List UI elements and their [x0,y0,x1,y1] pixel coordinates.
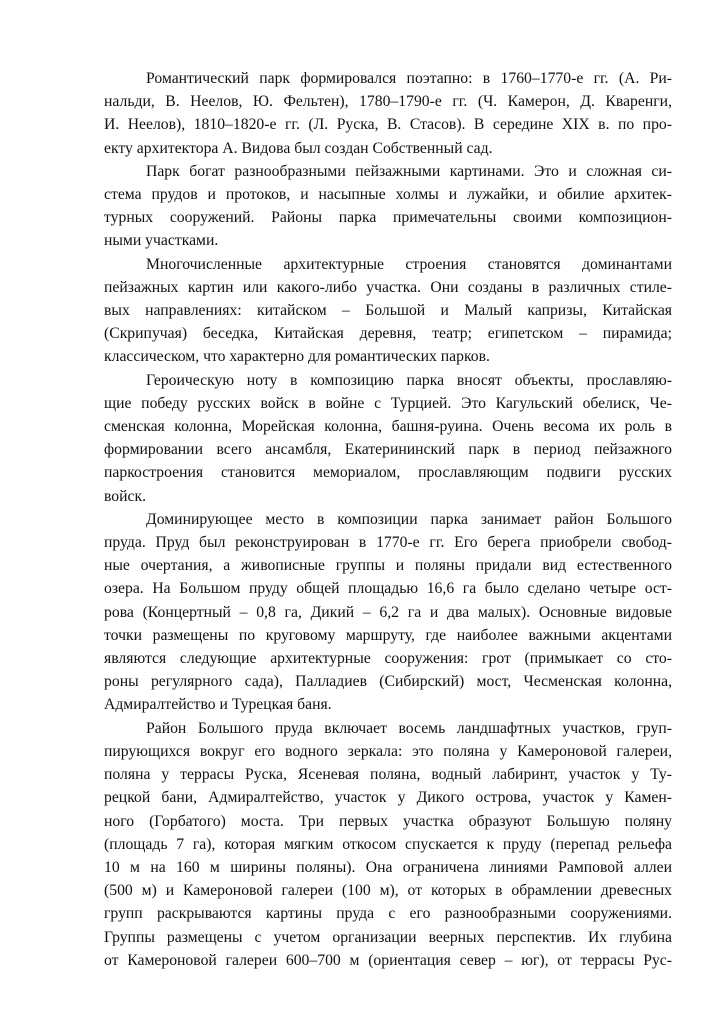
text-line: пруда. Пруд был реконструирован в 1770-е гг. Его берега приобрели свобод- [104,534,672,552]
paragraph [104,717,672,972]
text-line: озера. На Большом пруду общей площадью 16,6 га было сделано четыре ост- [104,580,672,598]
text-line: Героическую ноту в композицию парка вносят объекты, прославляю- [146,371,672,389]
text-line: Группы размещены с учетом организации веерных перспектив. Их глубина [104,928,672,946]
text-line: ного (Горбатого) моста. Три первых участка образуют Большую поляну [104,812,672,830]
paragraph [104,160,672,253]
text-line: классическом, что характерно для романтических парков. [104,348,490,366]
paragraph [104,253,672,369]
text-line: сменская колонна, Морейская колонна, башня-руина. Очень весома их роль в [104,418,672,436]
paragraph [104,67,672,160]
text-line: поляна у террасы Руска, Ясеневая поляна, водный лабиринт, участок у Ту- [104,766,672,784]
text-line: рецкой бани, Адмиралтейство, участок у Дикого острова, участок у Камен- [104,789,672,807]
text-line: рова (Концертный – 0,8 га, Дикий – 6,2 га и два малых). Основные видовые [104,603,672,621]
text-line: Парк богат разнообразными пейзажными картинами. Это и сложная си- [146,162,672,180]
text-line: (500 м) и Камероновой галереи (100 м), от которых в обрамлении древесных [104,882,672,900]
text-line: нальди, В. Неелов, Ю. Фельтен), 1780–1790-е гг. (Ч. Камерон, Д. Кваренги, [104,93,672,111]
paragraph [104,508,672,717]
text-line: войск. [104,487,147,505]
text-line: пирующихся вокруг его водного зеркала: это поляна у Камероновой галереи, [104,742,672,760]
text-line: ными участками. [104,232,219,250]
text-line: Доминирующее место в композиции парка занимает район Большого [146,510,672,528]
text-line: пейзажных картин или какого-либо участка. Они созданы в различных стиле- [104,278,672,296]
text-line: Адмиралтейство и Турецкая баня. [104,696,332,714]
text-line: вых направлениях: китайском – Большой и Малый капризы, Китайская [104,302,672,320]
text-line: являются следующие архитектурные сооружения: грот (примыкает со сто- [104,650,672,668]
text-line: точки размещены по круговому маршруту, где наиболее важными акцентами [104,626,672,644]
text-line: екту архитектора А. Видова был создан Собственный сад. [104,139,493,157]
text-line: Многочисленные архитектурные строения становятся доминантами [146,255,672,273]
text-line: групп раскрываются картины пруда с его разнообразными сооружениями. [104,905,672,923]
text-line: ные очертания, а живописные группы и поляны придали вид естественного [104,557,672,575]
text-line: роны регулярного сада), Палладиев (Сибирский) мост, Чесменская колонна, [104,673,672,691]
document-page [104,67,672,972]
text-line: Район Большого пруда включает восемь ландшафтных участков, груп- [146,719,672,737]
text-line: турных сооружений. Районы парка примечательны своими композицион- [104,209,672,227]
text-line: (площадь 7 га), которая мягким откосом спускается к пруду (перепад рельефа [104,835,672,853]
text-line: от Камероновой галереи 600–700 м (ориентация север – юг), от террасы Рус- [104,951,672,969]
text-line: щие победу русских войск в войне с Турцией. Это Кагульский обелиск, Че- [104,394,672,412]
text-line: Романтический парк формировался поэтапно: в 1760–1770-е гг. (А. Ри- [146,70,672,87]
text-line: (Скрипучая) беседка, Китайская деревня, театр; египетском – пирамида; [104,325,672,343]
text-line: паркостроения становится мемориалом, прославляющим подвиги русских [104,464,672,482]
text-line: стема прудов и протоков, и насыпные холмы и лужайки, и обилие архитек- [104,186,672,204]
paragraph [104,369,672,508]
text-line: И. Неелов), 1810–1820-е гг. (Л. Руска, В. Стасов). В середине XIX в. по про- [104,116,672,134]
text-line: формировании всего ансамбля, Екатерининский парк в период пейзажного [104,441,672,459]
text-line: 10 м на 160 м ширины поляны). Она ограничена линиями Рамповой аллеи [104,858,672,876]
